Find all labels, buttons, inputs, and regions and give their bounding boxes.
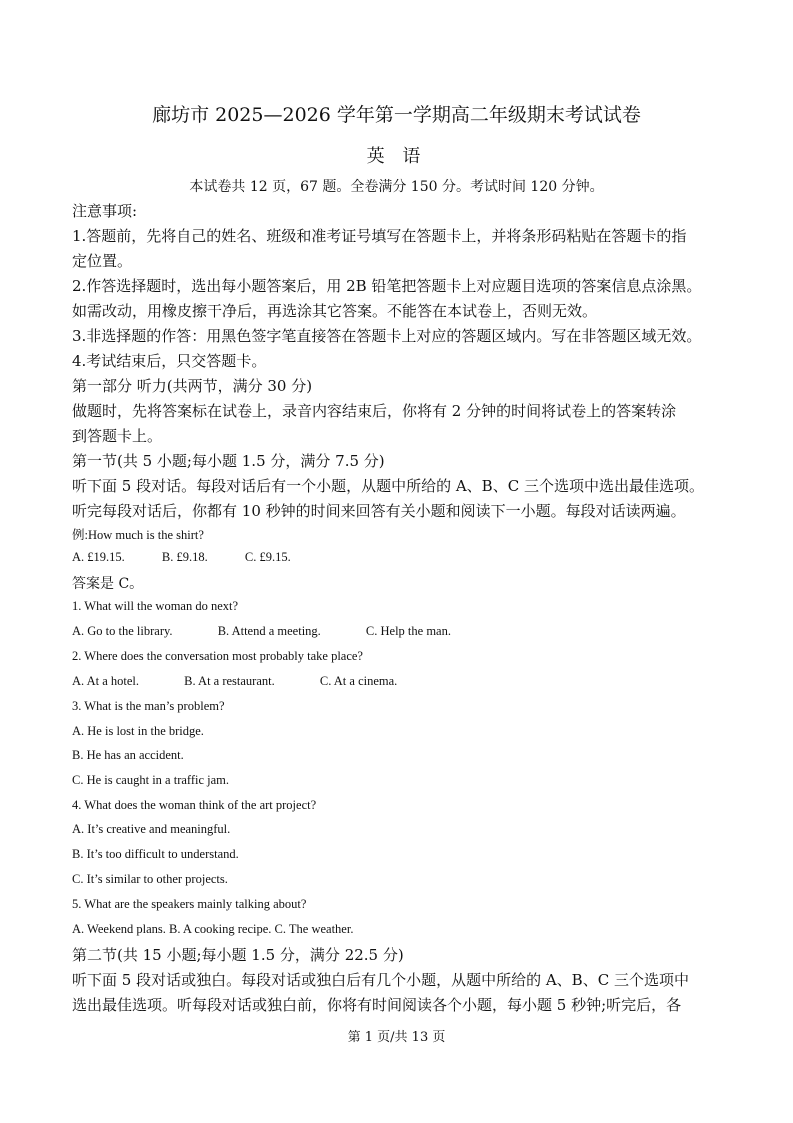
example-option-b: B. £9.18. [161, 550, 208, 564]
notice-item-1b: 定位置。 [72, 252, 133, 270]
section1-heading: 第一节(共 5 小题;每小题 1.5 分，满分 7.5 分) [72, 452, 385, 470]
part1-desc-2: 到答题卡上。 [72, 427, 163, 445]
q5-options: A. Weekend plans. B. A cooking recipe. C. The weather. [72, 922, 354, 936]
question-1-options [72, 624, 485, 639]
page-footer: 第 1 页/共 13 页 [347, 1030, 446, 1045]
example-option-c: C. £9.15. [244, 550, 291, 564]
part1-desc-1: 做题时，先将答案标在试卷上，录音内容结束后，你将有 2 分钟的时间将试卷上的答案转涂 [72, 402, 677, 420]
question-4: 4. What does the woman think of the art project? [72, 798, 317, 812]
question-2: 2. Where does the conversation most probably take place? [72, 649, 363, 663]
q3-option-c: C. He is caught in a traffic jam. [72, 773, 230, 787]
q3-option-a: A. He is lost in the bridge. [72, 724, 204, 738]
notice-heading: 注意事项: [72, 202, 138, 220]
q1-option-a: A. Go to the library. [72, 624, 173, 638]
notice-item-2b: 如需改动，用橡皮擦干净后，再选涂其它答案。不能答在本试卷上，否则无效。 [72, 302, 598, 320]
notice-item-3: 3.非选择题的作答：用黑色签字笔直接答在答题卡上对应的答题区域内。写在非答题区域无效。 [72, 327, 702, 345]
section2-desc-2: 选出最佳选项。听每段对话或独白前，你将有时间阅读各个小题，每小题 5 秒钟;听完后，各 [72, 996, 682, 1014]
question-3: 3. What is the man’s problem? [72, 699, 225, 713]
notice-item-1a: 1.答题前，先将自己的姓名、班级和准考证号填写在答题卡上，并将条形码粘贴在答题卡的指 [72, 227, 687, 245]
section2-heading: 第二节(共 15 小题;每小题 1.5 分，满分 22.5 分) [72, 946, 404, 964]
q4-option-b: B. It’s too difficult to understand. [72, 847, 239, 861]
example-options [72, 550, 325, 565]
q2-option-c: C. At a cinema. [319, 674, 398, 688]
exam-info: 本试卷共 12 页，67 题。全卷满分 150 分。考试时间 120 分钟。 [189, 179, 604, 195]
section1-desc-1: 听下面 5 段对话。每段对话后有一个小题，从题中所给的 A、B、C 三个选项中选出最佳选项。 [72, 477, 704, 495]
example-question: 例:How much is the shirt? [72, 528, 204, 542]
q1-option-b: B. Attend a meeting. [217, 624, 321, 638]
q2-option-a: A. At a hotel. [72, 674, 140, 688]
question-2-options [72, 674, 431, 689]
section2-desc-1: 听下面 5 段对话或独白。每段对话或独白后有几个小题，从题中所给的 A、B、C 三个选项中 [72, 971, 689, 989]
part1-heading: 第一部分 听力(共两节，满分 30 分) [72, 377, 313, 395]
notice-item-2a: 2.作答选择题时，选出每小题答案后，用 2B 铅笔把答题卡上对应题目选项的答案信息点涂黑。 [72, 277, 702, 295]
q3-option-b: B. He has an accident. [72, 748, 184, 762]
example-answer: 答案是 C。 [72, 576, 144, 592]
q4-option-a: A. It’s creative and meaningful. [72, 822, 231, 836]
question-5: 5. What are the speakers mainly talking about? [72, 897, 307, 911]
question-1: 1. What will the woman do next? [72, 599, 239, 613]
notice-item-4: 4.考试结束后，只交答题卡。 [72, 352, 267, 370]
q4-option-c: C. It’s similar to other projects. [72, 872, 228, 886]
q1-option-c: C. Help the man. [365, 624, 451, 638]
q2-option-b: B. At a restaurant. [184, 674, 275, 688]
exam-title: 廊坊市 2025—2026 学年第一学期高二年级期末考试试卷 [152, 104, 641, 126]
subject-title: 英 语 [366, 146, 427, 167]
example-option-a: A. £19.15. [72, 550, 125, 564]
section1-desc-2: 听完每段对话后，你都有 10 秒钟的时间来回答有关小题和阅读下一小题。每段对话读两遍。 [72, 502, 686, 520]
